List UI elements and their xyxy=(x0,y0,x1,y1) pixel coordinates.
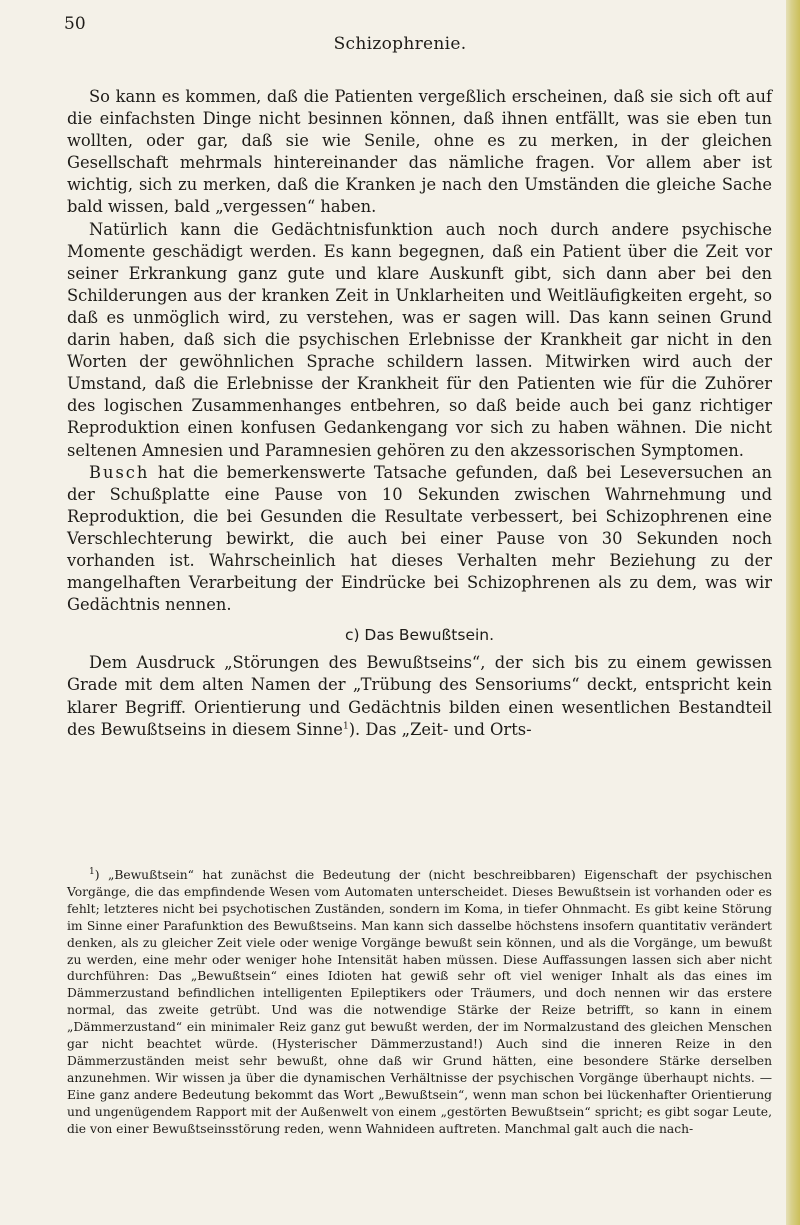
section-heading: c) Das Bewußtsein. xyxy=(344,626,495,645)
paragraph-4 xyxy=(67,652,772,740)
author-name: Busch xyxy=(89,462,150,482)
paragraph-1: So kann es kommen, daß die Patienten vergeßlich erscheinen, daß sie sich oft auf die einfachsten Dinge nicht besinnen können, daß ihnen entfällt, was sie eben tun wollten, oder gar, daß sie wie Senile, ohne es zu merken, in der gleichen Gesellschaft mehrmals hintereinander das nämliche fragen. Vor allem aber ist wichtig, sich zu merken, daß die Kranken je nach den Umständen die gleiche Sache bald wissen, bald „vergessen“ haben. xyxy=(67,87,772,217)
footnote-marker: 1 xyxy=(89,866,95,877)
footnote-reference: 1 xyxy=(342,721,349,732)
paragraph-4-text: Dem Ausdruck „Störungen des Bewußtseins“, der sich bis zu einem gewissen Grade mit dem alten Namen der „Trübung des Sensoriums“ deckt, entspricht kein klarer Begriff. Orientierung und Gedächtnis bilden einen wesentlichen Bestandteil des Bewußtseins in diesem Sinne xyxy=(67,653,772,739)
paragraph-3-text: hat die bemerkenswerte Tatsache gefunden, daß bei Leseversuchen an der Schußplatte eine Pause von 10 Sekunden zwischen Wahrnehmung und Reproduktion, die bei Gesunden die Resultate verbessert, bei Schizophrenen eine Verschlechterung bewirkt, die auch bei einer Pause von 30 Sekunden noch vorhanden ist. Wahrscheinlich hat dieses Verhalten mehr Beziehung zu der mangelhaften Verarbeitung der Eindrücke bei Schizophrenen als zu dem, was wir Gedächtnis nennen. xyxy=(67,462,772,615)
running-head: Schizophrenie. xyxy=(333,34,467,54)
page-number: 50 xyxy=(64,14,86,34)
paragraph-3 xyxy=(67,462,772,617)
paragraph-4-tail: ). Das „Zeit- und Orts- xyxy=(348,719,532,739)
page-edge xyxy=(786,0,800,1225)
footnote xyxy=(67,867,772,1138)
body-text xyxy=(67,86,772,741)
paragraph-2: Natürlich kann die Gedächtnisfunktion auch noch durch andere psychische Momente geschädigt werden. Es kann begegnen, daß ein Patient über die Zeit vor seiner Erkrankung ganz gute und klare Auskunft gibt, sich dann aber bei den Schilderungen aus der kranken Zeit in Unklarheiten und Weitläufigkeiten ergeht, so daß es unmöglich wird, zu verstehen, was er sagen will. Das kann seinen Grund darin haben, daß sich die psychischen Erlebnisse der Krankheit gar nicht in den Worten der gewöhnlichen Sprache schildern lassen. Mitwirken wird auch der Umstand, daß die Erlebnisse der Krankheit für den Patienten wie für die Zuhörer des logischen Zusammenhanges entbehren, so daß beide auch bei ganz richtiger Reproduktion einen konfusen Gedankengang vor sich zu haben wähnen. Die nicht seltenen Amnesien und Paramnesien gehören zu den akzessorischen Symptomen. xyxy=(67,219,772,460)
footnote-text: ) „Bewußtsein“ hat zunächst die Bedeutung der (nicht beschreibbaren) Eigenschaft der psychischen Vorgänge, die das empfindende Wesen vom Automaten unterscheidet. Dieses Bewußtsein ist vorhanden oder es fehlt; letzteres nicht bei psychotischen Zuständen, sondern im Koma, in tiefer Ohnmacht. Es gibt keine Störung im Sinne einer Parafunktion des Bewußtseins. Man kann sich dasselbe höchstens insofern quantitativ verändert denken, als zu gleicher Zeit viele oder wenige Vorgänge bewußt sein können, und als die Vorgänge, um bewußt zu werden, eine mehr oder weniger hohe Intensität haben müssen. Diese Auffassungen lassen sich aber nicht durchführen: Das „Bewußtsein“ eines Idioten hat gewiß sehr oft viel weniger Inhalt als das eines im Dämmerzustand befindlichen intelligenten Epileptikers oder Träumers, und doch nennen wir das erstere normal, das zweite getrübt. Und was die notwendige Stärke der Reize betrifft, so kann in einem „Dämmerzustand“ ein minimaler Reiz ganz gut bewußt werden, der im Normalzustand des gleichen Menschen gar nicht beachtet würde. (Hysterischer Dämmerzustand!) Auch sind die inneren Reize in den Dämmerzuständen meist sehr bewußt, ohne daß wir Grund hätten, eine besondere Stärke derselben anzunehmen. Wir wissen ja über die dynamischen Verhältnisse der psychischen Vorgänge überhaupt nichts. — Eine ganz andere Bedeutung bekommt das Wort „Bewußtsein“, wenn man schon bei lückenhafter Orientierung und ungenügendem Rapport mit der Außenwelt von einem „gestörten Bewußtsein“ spricht; es gibt sogar Leute, die von einer Bewußtseinsstörung reden, wenn Wahnideen auftreten. Manchmal galt auch die nach- xyxy=(67,868,772,1136)
